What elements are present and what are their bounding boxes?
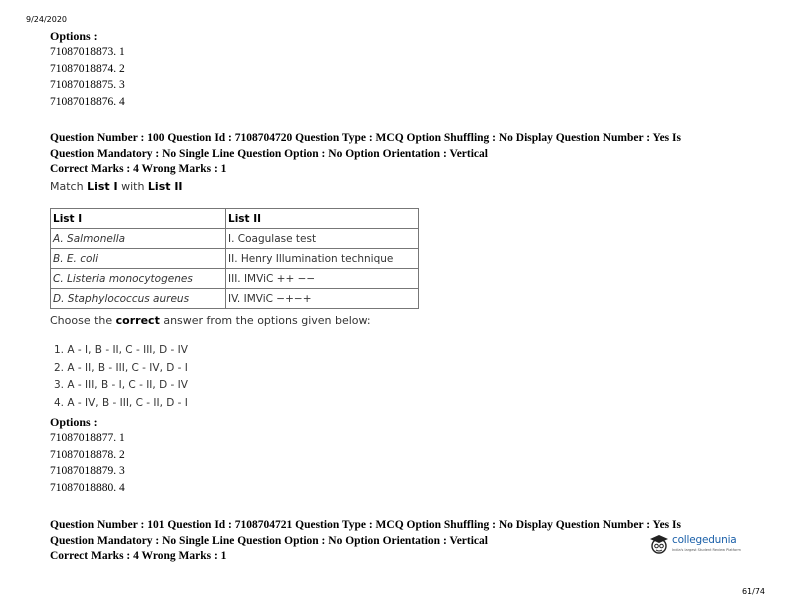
option-item: 71087018878. 2 bbox=[50, 448, 125, 461]
match-table bbox=[50, 208, 419, 309]
prompt-list-2: List II bbox=[147, 180, 183, 193]
prev-options-block bbox=[50, 29, 125, 110]
table-header-list-1: List I bbox=[51, 209, 226, 229]
question-meta-line: Question Number : 100 Question Id : 7108704720 Question Type : MCQ Option Shuffling : No Display Question Number : Yes Is bbox=[50, 132, 681, 144]
prompt-list-1: List I bbox=[87, 180, 118, 193]
table-cell: D. Staphylococcus aureus bbox=[51, 289, 226, 309]
option-item: 71087018877. 1 bbox=[50, 432, 125, 444]
table-header-row bbox=[51, 209, 419, 229]
options-label: Options : bbox=[50, 415, 98, 429]
print-date: 9/24/2020 bbox=[26, 15, 68, 24]
question-meta-line: Question Mandatory : No Single Line Question Option : No Option Orientation : Vertical bbox=[50, 534, 488, 547]
table-cell: III. IMViC ++ −− bbox=[226, 269, 419, 289]
question-100-header bbox=[50, 131, 770, 178]
page-number: 61/74 bbox=[741, 587, 765, 596]
question-marks-line: Correct Marks : 4 Wrong Marks : 1 bbox=[50, 550, 227, 562]
option-item: 71087018880. 4 bbox=[50, 481, 125, 494]
question-marks-line: Correct Marks : 4 Wrong Marks : 1 bbox=[50, 163, 227, 175]
answer-choice: 3. A - III, B - I, C - II, D - IV bbox=[54, 379, 188, 391]
option-item: 71087018874. 2 bbox=[50, 62, 125, 75]
instruction-text: answer from the options given below: bbox=[159, 314, 371, 327]
table-row bbox=[51, 289, 419, 309]
table-cell: C. Listeria monocytogenes bbox=[51, 269, 226, 289]
choose-instruction bbox=[50, 314, 371, 327]
collegedunia-logo bbox=[648, 532, 748, 556]
option-item: 71087018876. 4 bbox=[50, 95, 125, 108]
logo-tagline: India's largest Student Review Platform bbox=[672, 548, 741, 552]
question-meta-line: Question Number : 101 Question Id : 7108704721 Question Type : MCQ Option Shuffling : No Display Question Number : Yes Is bbox=[50, 519, 681, 531]
instruction-emphasis: correct bbox=[115, 314, 160, 327]
answer-choices bbox=[54, 342, 188, 412]
question-prompt bbox=[50, 180, 183, 193]
options-label: Options : bbox=[50, 29, 98, 43]
prompt-text: with bbox=[117, 180, 148, 193]
option-item: 71087018873. 1 bbox=[50, 46, 125, 58]
q100-options-block bbox=[50, 415, 125, 496]
table-row bbox=[51, 249, 419, 269]
table-row bbox=[51, 269, 419, 289]
table-cell: I. Coagulase test bbox=[226, 229, 419, 249]
answer-choice: 2. A - II, B - III, C - IV, D - I bbox=[54, 361, 188, 374]
answer-choice: 1. A - I, B - II, C - III, D - IV bbox=[54, 344, 188, 356]
option-item: 71087018879. 3 bbox=[50, 465, 125, 477]
instruction-text: Choose the bbox=[50, 314, 116, 327]
answer-choice: 4. A - IV, B - III, C - II, D - I bbox=[54, 396, 188, 409]
table-header-list-2: List II bbox=[226, 209, 419, 229]
logo-wordmark: collegedunia bbox=[672, 534, 737, 546]
table-cell: A. Salmonella bbox=[51, 229, 226, 249]
table-cell: IV. IMViC −+−+ bbox=[226, 289, 419, 309]
question-meta-line: Question Mandatory : No Single Line Question Option : No Option Orientation : Vertical bbox=[50, 147, 488, 160]
prompt-text: Match bbox=[50, 180, 88, 193]
table-cell: B. E. coli bbox=[51, 249, 226, 269]
graduate-mascot-icon bbox=[648, 533, 670, 555]
option-item: 71087018875. 3 bbox=[50, 79, 125, 91]
table-cell: II. Henry Illumination technique bbox=[226, 249, 419, 269]
table-row bbox=[51, 229, 419, 249]
